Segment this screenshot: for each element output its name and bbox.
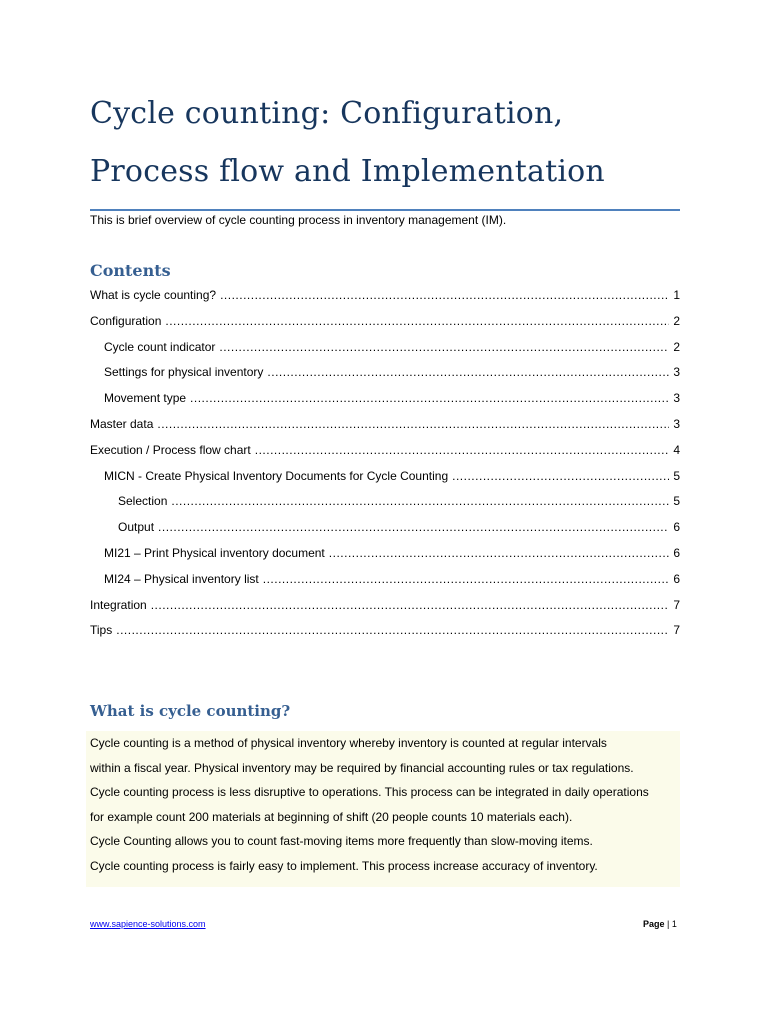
toc-entry-page: 1	[673, 288, 680, 302]
body-line: for example count 200 materials at beginning of shift (20 people counts 10 materials each).	[90, 809, 573, 824]
document-title: Cycle counting: Configuration, Process flow and Implementation	[90, 96, 605, 189]
page-separator: |	[667, 919, 670, 929]
toc-leader-dots	[220, 288, 669, 302]
toc-leader-dots	[151, 598, 669, 612]
page-number: 1	[671, 919, 677, 929]
body-line: Cycle Counting allows you to count fast-moving items more frequently than slow-moving items.	[90, 834, 593, 849]
toc-leader-dots	[263, 572, 669, 586]
toc-entry[interactable]	[90, 391, 680, 417]
toc-leader-dots	[171, 494, 669, 508]
toc-entry[interactable]	[90, 288, 680, 314]
toc-entry[interactable]	[90, 623, 680, 649]
toc-entry-page: 6	[673, 571, 680, 586]
body-line: Cycle counting is a method of physical inventory whereby inventory is counted at regular intervals	[90, 736, 607, 750]
body-line: Cycle counting process is fairly easy to implement. This process increase accuracy of inventory.	[90, 858, 598, 873]
toc-entry[interactable]	[90, 443, 680, 469]
section-body	[90, 731, 690, 879]
toc-leader-dots	[116, 623, 669, 637]
toc-entry[interactable]	[90, 494, 680, 520]
toc-entry[interactable]	[90, 469, 680, 495]
toc-entry[interactable]	[90, 417, 680, 443]
toc-entry-label: Integration	[90, 597, 147, 612]
contents-heading: Contents	[90, 261, 171, 280]
toc-entry-label: MI24 – Physical inventory list	[104, 571, 259, 586]
toc-entry-page: 6	[673, 545, 680, 560]
toc-entry-page: 7	[673, 597, 680, 612]
toc-entry-label: Tips	[90, 623, 113, 638]
toc-entry-page: 3	[673, 365, 680, 380]
toc-leader-dots	[267, 365, 669, 379]
table-of-contents	[90, 288, 680, 649]
toc-entry-label: Configuration	[90, 313, 162, 328]
toc-entry-page: 6	[673, 520, 680, 535]
body-line: within a fiscal year. Physical inventory may be required by financial accounting rules or tax regulations.	[90, 760, 634, 775]
toc-entry-label: Movement type	[104, 391, 187, 406]
toc-entry-label: Output	[118, 520, 155, 535]
toc-leader-dots	[219, 340, 669, 354]
toc-entry[interactable]	[90, 546, 680, 572]
toc-entry-page: 2	[673, 339, 680, 354]
toc-leader-dots	[452, 469, 669, 483]
toc-leader-dots	[165, 314, 669, 328]
toc-entry-label: Execution / Process flow chart	[90, 442, 251, 457]
toc-leader-dots	[158, 520, 669, 534]
toc-entry-page: 7	[673, 623, 680, 638]
toc-entry[interactable]	[90, 598, 680, 624]
toc-leader-dots	[255, 443, 669, 457]
toc-entry-label: MICN - Create Physical Inventory Documents for Cycle Counting	[104, 468, 449, 483]
toc-leader-dots	[190, 391, 669, 405]
body-line: Cycle counting process is less disruptive to operations. This process can be integrated in daily operations	[90, 785, 649, 800]
toc-entry-page: 4	[673, 442, 680, 457]
toc-entry-label: What is cycle counting?	[90, 288, 217, 302]
toc-entry-page: 5	[673, 494, 680, 509]
toc-entry[interactable]	[90, 572, 680, 598]
footer-website-link[interactable]: www.sapience-solutions.com	[90, 919, 206, 929]
toc-entry[interactable]	[90, 340, 680, 366]
toc-entry-label: Selection	[118, 494, 168, 509]
title-divider	[90, 209, 680, 211]
toc-entry[interactable]	[90, 520, 680, 546]
toc-leader-dots	[329, 546, 669, 560]
toc-entry-label: MI21 – Print Physical inventory document	[104, 545, 325, 560]
toc-entry-label: Master data	[90, 416, 154, 431]
toc-entry-page: 3	[673, 416, 680, 431]
section-heading: What is cycle counting?	[90, 702, 291, 720]
toc-entry-page: 5	[673, 468, 680, 483]
toc-entry-page: 2	[673, 313, 680, 328]
toc-entry-label: Settings for physical inventory	[104, 365, 264, 380]
toc-leader-dots	[157, 417, 669, 431]
toc-entry[interactable]	[90, 314, 680, 340]
footer-page-number	[643, 919, 677, 929]
page-label: Page	[643, 919, 665, 929]
intro-text: This is brief overview of cycle counting process in inventory management (IM).	[90, 213, 507, 227]
toc-entry-label: Cycle count indicator	[104, 339, 216, 354]
toc-entry[interactable]	[90, 365, 680, 391]
toc-entry-page: 3	[673, 391, 680, 406]
